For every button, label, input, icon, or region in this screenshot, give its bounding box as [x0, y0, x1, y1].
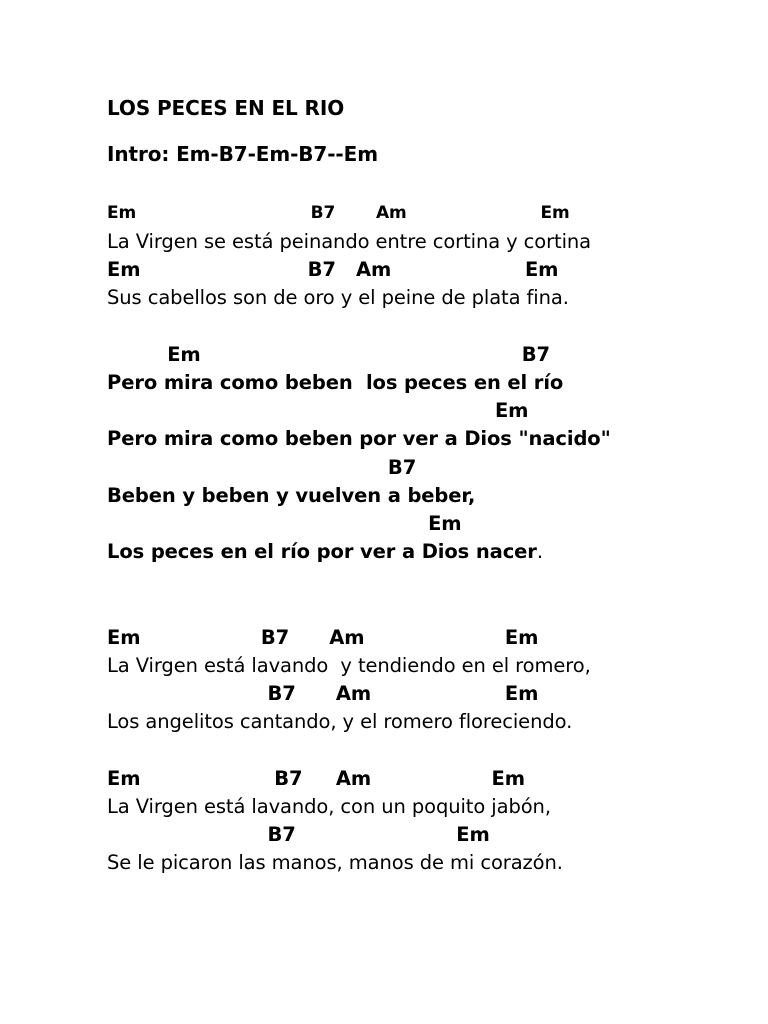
verse1-lyric-1: La Virgen se está peinando entre cortina y cortina: [107, 230, 592, 253]
chorus-lyric-4: [107, 542, 543, 562]
verse2-lyric-2: Los angelitos cantando, y el romero floreciendo.: [107, 710, 573, 733]
chorus-chords-3: B7: [107, 456, 417, 479]
chorus-chords-4: Em: [107, 512, 462, 535]
verse1-chords-2: Em B7 Am Em: [107, 258, 559, 281]
chorus-lyric-2: Pero mira como beben por ver a Dios "nacido": [107, 427, 611, 450]
chorus-chords-1: Em B7: [107, 343, 550, 366]
song-title: LOS PECES EN EL RIO: [107, 96, 345, 120]
verse2-chords-2: B7 Am Em: [107, 682, 539, 705]
chorus-chords-2: Em: [107, 399, 529, 422]
chorus-lyric-4-end: .: [536, 540, 543, 563]
verse3-chords-2: B7 Em: [107, 823, 490, 846]
chorus-lyric-1: Pero mira como beben los peces en el río: [107, 371, 564, 394]
chorus-lyric-4-bold: Los peces en el río por ver a Dios nacer: [107, 540, 537, 563]
verse1-chords-1: Em B7 Am Em: [107, 203, 570, 223]
verse3-lyric-2: Se le picaron las manos, manos de mi corazón.: [107, 851, 563, 874]
intro-chords: Intro: Em-B7-Em-B7--Em: [107, 142, 378, 166]
verse2-chords-1: Em B7 Am Em: [107, 626, 539, 649]
verse3-chords-1: Em B7 Am Em: [107, 767, 525, 790]
verse2-lyric-1: La Virgen está lavando y tendiendo en el romero,: [107, 654, 591, 677]
verse3-lyric-1: La Virgen está lavando, con un poquito jabón,: [107, 795, 551, 818]
verse1-lyric-2: Sus cabellos son de oro y el peine de plata fina.: [107, 286, 569, 309]
chorus-lyric-3: Beben y beben y vuelven a beber,: [107, 484, 476, 507]
